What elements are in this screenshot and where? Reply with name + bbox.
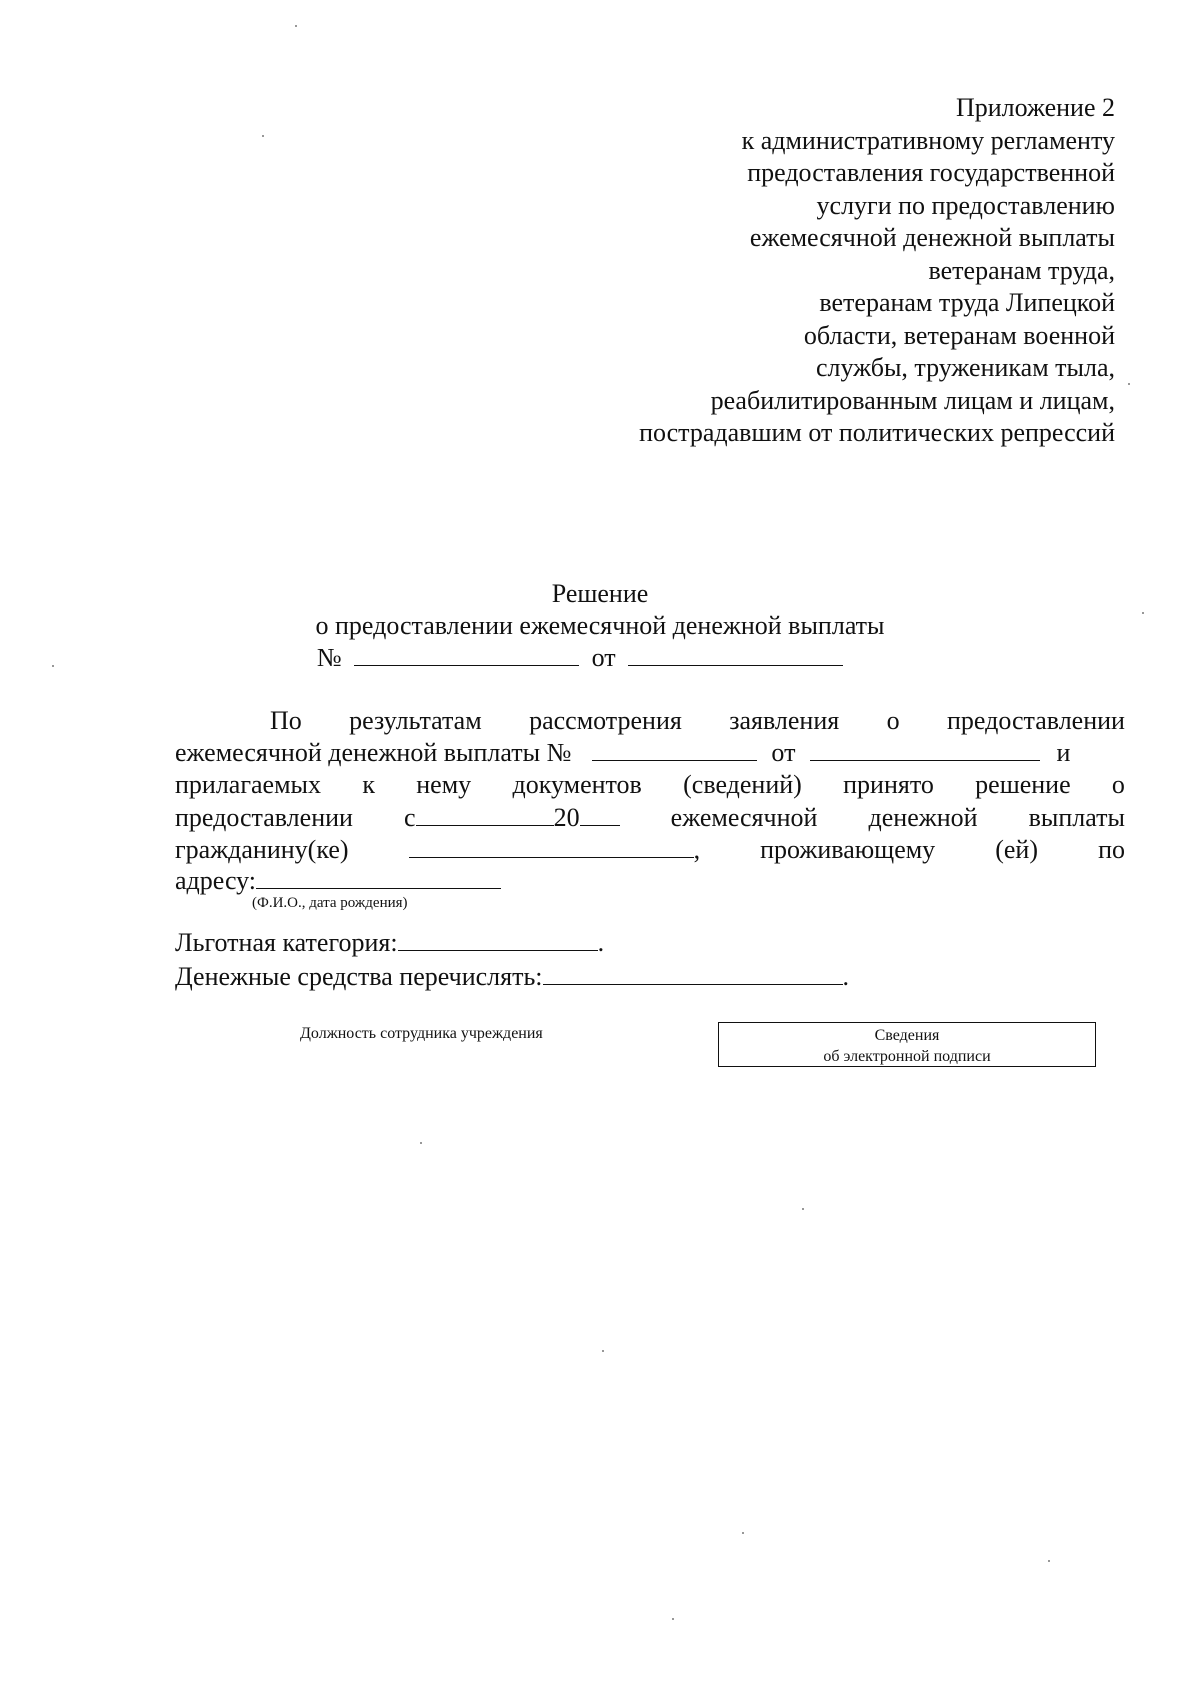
body-word: проживающему — [760, 835, 936, 864]
body-line-5 — [175, 835, 1125, 865]
funds-field[interactable] — [543, 962, 843, 985]
body-text: и — [1056, 738, 1071, 767]
scan-speck — [742, 1532, 744, 1534]
body-word: По — [270, 706, 302, 735]
start-date-group — [404, 803, 620, 833]
body-word: с — [404, 803, 416, 832]
scan-speck — [262, 135, 264, 137]
body-word: результатам — [349, 706, 482, 735]
decision-date-field[interactable] — [628, 643, 843, 666]
start-date-field[interactable] — [416, 803, 554, 826]
body-word: , — [693, 835, 701, 864]
body-word: ежемесячной — [670, 803, 818, 832]
body-line-3 — [175, 770, 1125, 800]
scan-speck — [420, 1142, 422, 1144]
body-word: нему — [416, 770, 472, 799]
from-label: от — [591, 643, 616, 672]
appendix-header — [639, 92, 1115, 450]
body-text: ежемесячной денежной выплаты № — [175, 738, 572, 767]
body-line-1 — [175, 706, 1125, 736]
year-prefix: 20 — [553, 803, 580, 832]
body-word: принято — [843, 770, 934, 799]
position-label: Должность сотрудника учреждения — [300, 1025, 543, 1042]
application-number-field[interactable] — [592, 738, 757, 761]
citizen-name-field[interactable] — [409, 835, 694, 858]
number-label: № — [316, 643, 342, 672]
scan-speck — [1142, 612, 1144, 614]
esig-line-2: об электронной подписи — [823, 1048, 991, 1065]
category-end: . — [597, 928, 605, 957]
scan-speck — [295, 25, 297, 27]
funds-end: . — [842, 962, 850, 991]
body-word: гражданину(ке) — [175, 835, 349, 864]
scan-speck — [1048, 1560, 1050, 1562]
category-label: Льготная категория: — [175, 928, 398, 957]
appendix-line: Приложение 2 — [955, 93, 1115, 122]
appendix-line: реабилитированным лицам и лицам, — [710, 385, 1115, 415]
fio-caption: (Ф.И.О., дата рождения) — [252, 895, 408, 911]
esignature-box — [718, 1022, 1096, 1067]
body-line-6 — [175, 866, 501, 896]
body-word: решение — [975, 770, 1071, 799]
body-word: рассмотрения — [529, 706, 682, 735]
funds-label: Денежные средства перечислять: — [175, 962, 543, 991]
body-word: прилагаемых — [175, 770, 322, 799]
scan-speck — [602, 1350, 604, 1352]
appendix-line: предоставления государственной — [747, 158, 1115, 187]
body-word: денежной — [868, 803, 978, 832]
appendix-line: ветеранам труда, — [928, 255, 1115, 285]
scan-speck — [672, 1618, 674, 1620]
appendix-line: ветеранам труда Липецкой — [819, 288, 1115, 317]
scan-speck — [1128, 383, 1130, 385]
body-word: к — [362, 770, 375, 799]
body-word: выплаты — [1028, 803, 1125, 832]
appendix-line: услуги по предоставлению — [816, 190, 1115, 220]
citizen-name-group — [409, 835, 701, 865]
category-line — [175, 928, 604, 958]
address-label: адресу: — [175, 866, 257, 895]
decision-subtitle: о предоставлении ежемесячной денежной выплаты — [315, 611, 885, 640]
from-label: от — [771, 738, 796, 767]
decision-title: Решение — [551, 579, 649, 608]
body-word: предоставлении — [175, 803, 353, 832]
body-word: документов — [512, 770, 642, 799]
body-word: по — [1098, 835, 1125, 864]
body-word: заявления — [729, 706, 840, 735]
start-year-field[interactable] — [580, 803, 620, 826]
body-word: предоставлении — [947, 706, 1125, 735]
scan-speck — [802, 1208, 804, 1210]
appendix-line: пострадавшим от политических репрессий — [639, 418, 1115, 447]
body-line-4 — [175, 803, 1125, 833]
scan-speck — [52, 665, 54, 667]
application-date-field[interactable] — [810, 738, 1040, 761]
category-field[interactable] — [398, 928, 598, 951]
body-word: (сведений) — [683, 770, 802, 799]
appendix-line: области, ветеранам военной — [803, 320, 1115, 350]
appendix-line: ежемесячной денежной выплаты — [749, 223, 1115, 252]
appendix-line: службы, труженикам тыла, — [815, 353, 1115, 382]
body-line-2 — [175, 738, 1070, 768]
decision-number-field[interactable] — [354, 643, 579, 666]
appendix-line: к административному регламенту — [741, 125, 1115, 155]
body-word: о — [1111, 770, 1125, 799]
decision-title-block — [0, 578, 1200, 674]
esig-line-1: Сведения — [874, 1027, 940, 1044]
body-word: о — [886, 706, 900, 735]
decision-number-line — [0, 642, 1200, 674]
body-word: (ей) — [995, 835, 1039, 864]
funds-line — [175, 962, 849, 992]
address-field[interactable] — [256, 866, 501, 889]
